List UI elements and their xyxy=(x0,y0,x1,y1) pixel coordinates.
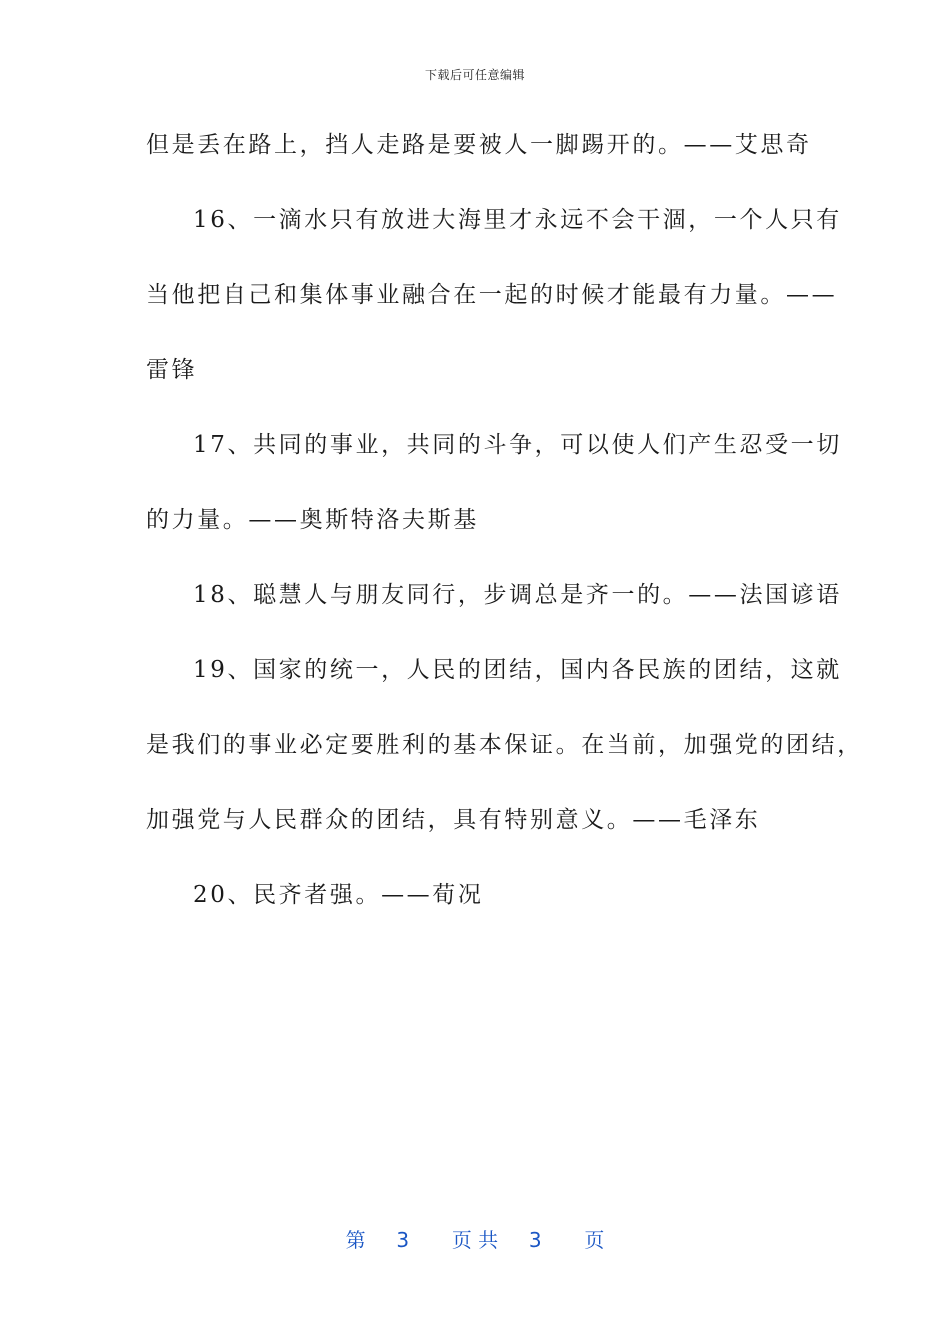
text-line: 16、一滴水只有放进大海里才永远不会干涸，一个人只有 xyxy=(193,207,842,233)
text-line: 雷锋 xyxy=(146,357,198,383)
document-body xyxy=(146,126,863,951)
text-line: 18、聪慧人与朋友同行，步调总是齐一的。——法国谚语 xyxy=(193,582,842,608)
text-line: 但是丢在路上，挡人走路是要被人一脚踢开的。——艾思奇 xyxy=(146,132,812,158)
text-line: 19、国家的统一，人民的团结，国内各民族的团结，这就 xyxy=(193,657,842,683)
text-line: 17、共同的事业，共同的斗争，可以使人们产生忍受一切 xyxy=(193,432,842,458)
text-line: 20、民齐者强。——荀况 xyxy=(193,882,484,908)
text-line: 当他把自己和集体事业融合在一起的时候才能最有力量。—— xyxy=(146,282,838,308)
footer-prefix: 第 xyxy=(345,1228,366,1252)
page-footer xyxy=(0,1224,950,1253)
page-header: 下载后可任意编辑 xyxy=(424,68,525,82)
footer-suffix: 页 xyxy=(584,1228,605,1252)
text-line: 是我们的事业必定要胜利的基本保证。在当前，加强党的团结， xyxy=(146,732,863,758)
current-page-number: 3 xyxy=(396,1228,410,1252)
footer-middle: 页 共 xyxy=(451,1228,499,1252)
text-line: 加强党与人民群众的团结，具有特别意义。——毛泽东 xyxy=(146,807,761,833)
total-page-number: 3 xyxy=(528,1228,542,1252)
text-line: 的力量。——奥斯特洛夫斯基 xyxy=(146,507,479,533)
